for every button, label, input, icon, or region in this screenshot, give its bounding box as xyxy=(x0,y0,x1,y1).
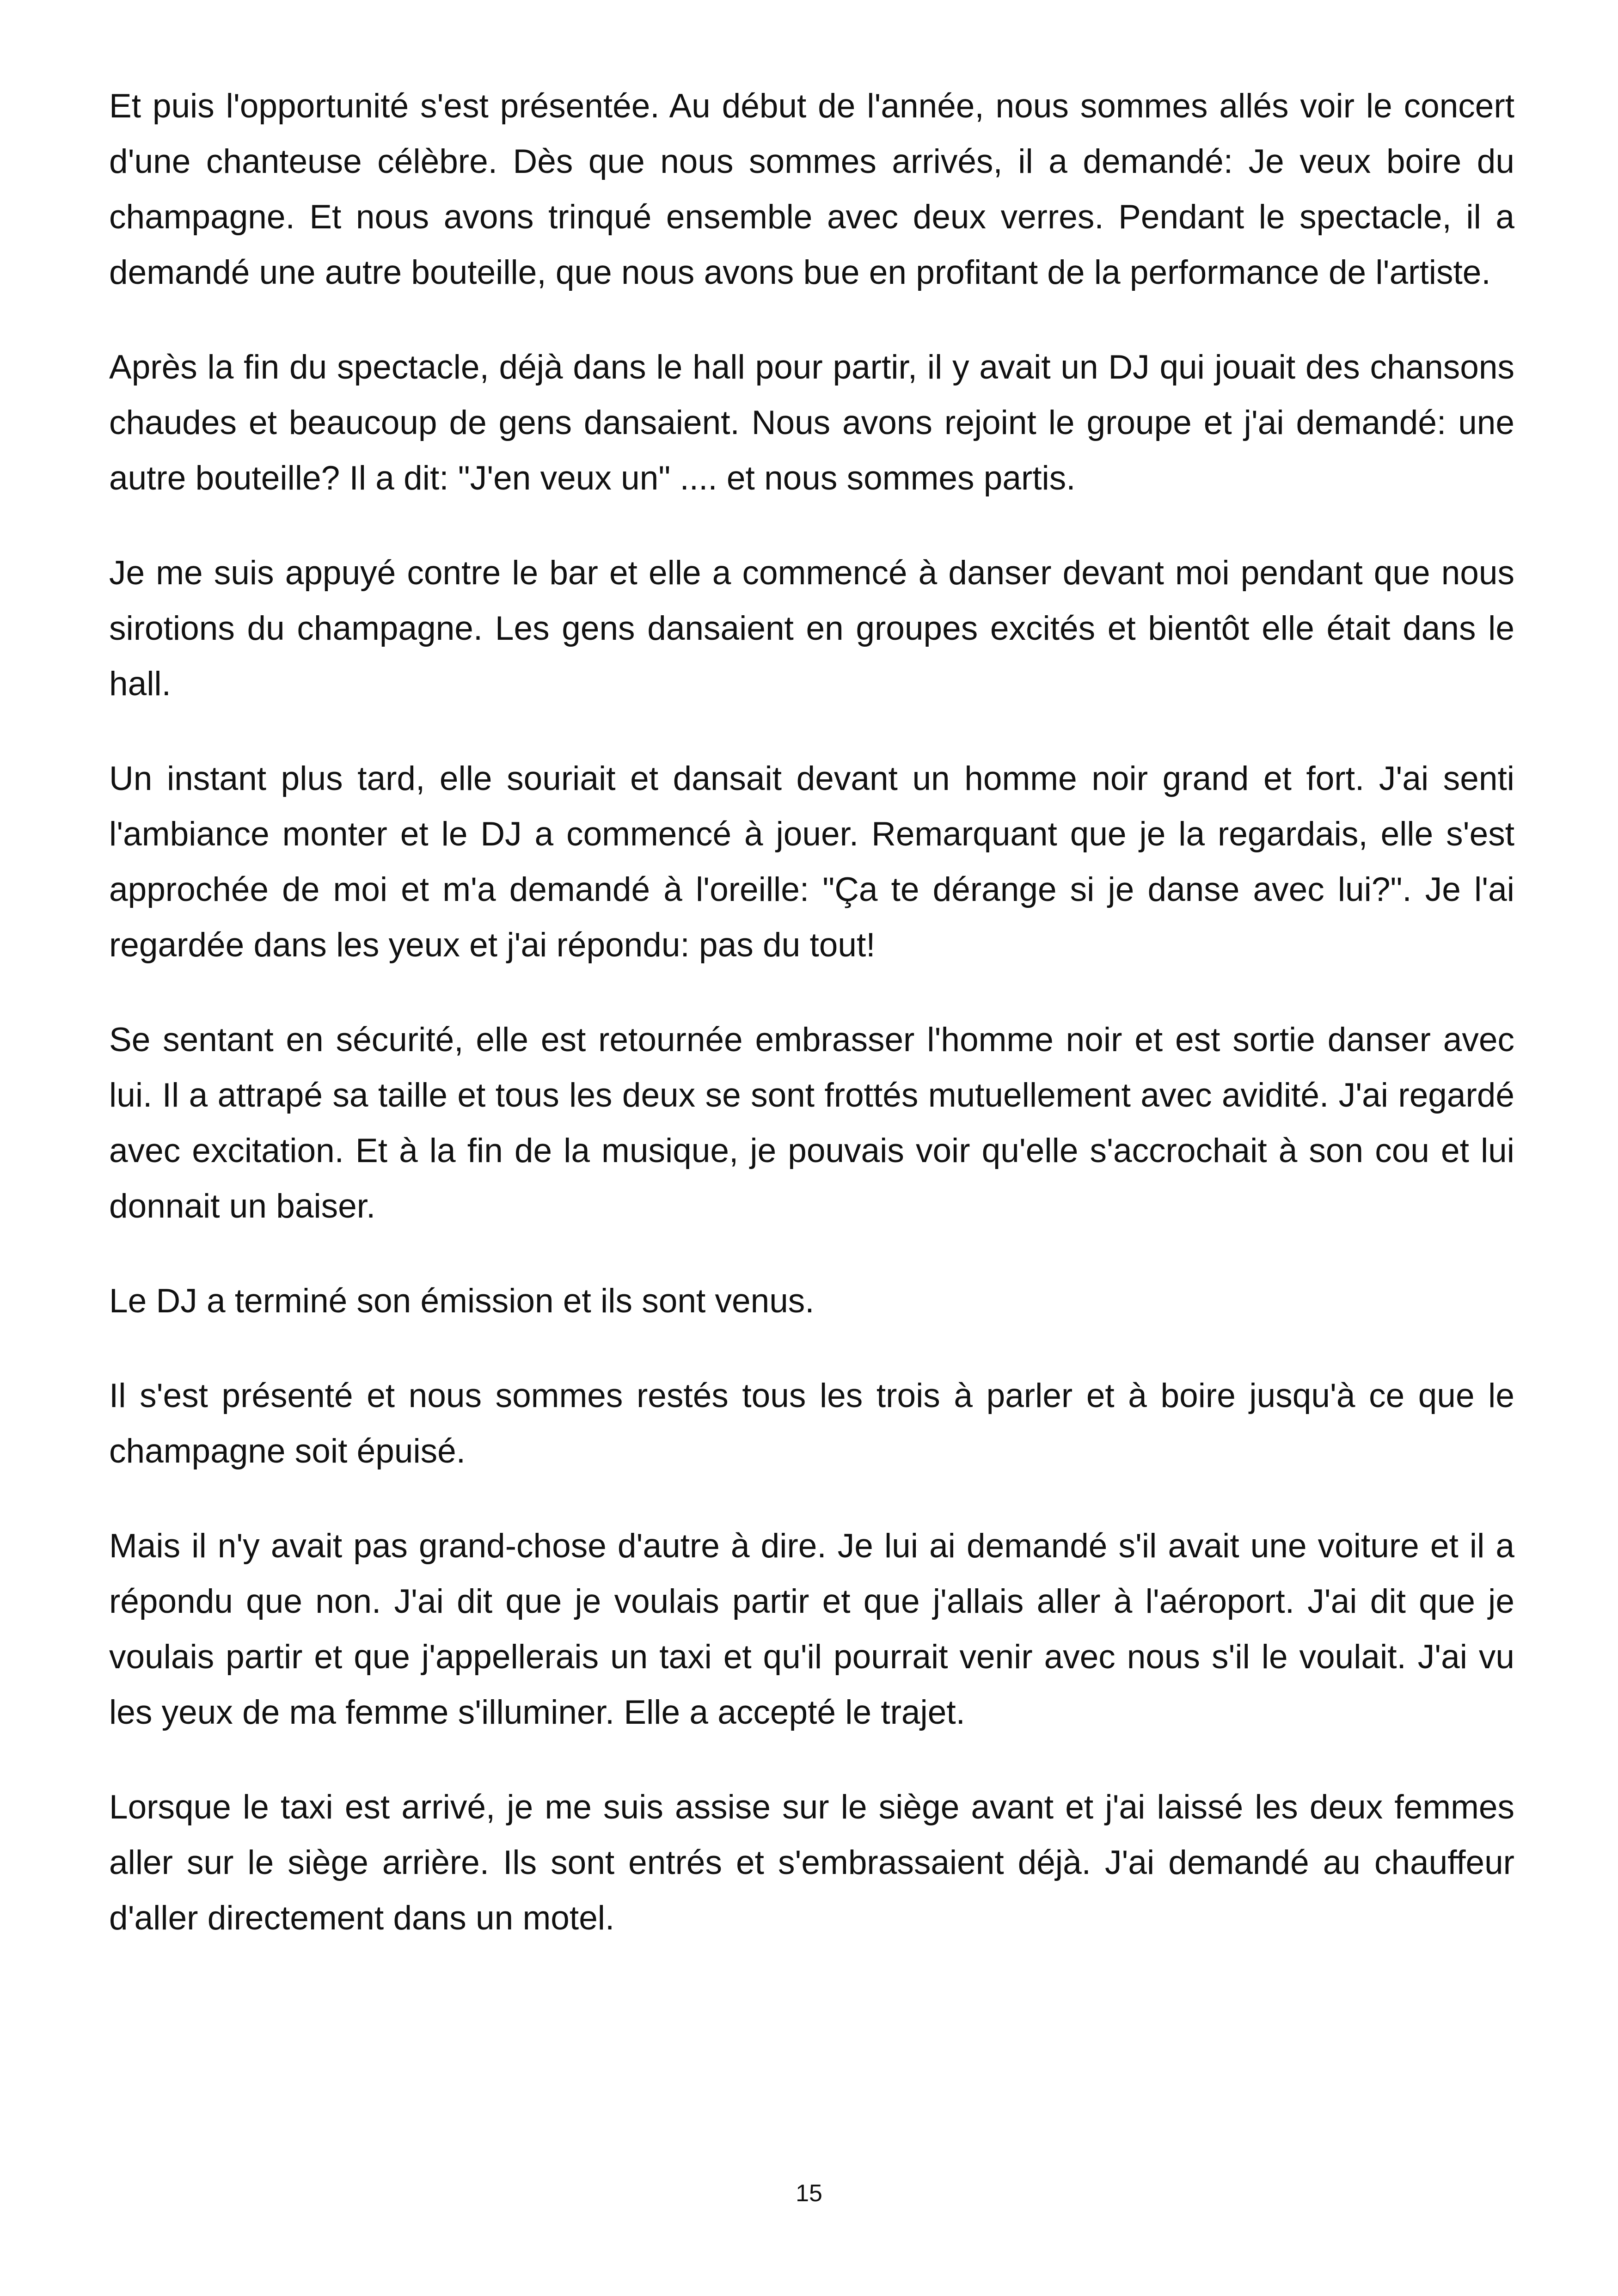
paragraph: Se sentant en sécurité, elle est retournée embrasser l'homme noir et est sortie danser avec lui. Il a attrapé sa taille et tous les deux se sont frottés mutuellement avec avidité. J'ai regardé avec excitation. Et à la fin de la musique, je pouvais voir qu'elle s'accrochait à son cou et lui donnait un baiser. xyxy=(109,1021,1514,1225)
paragraph: Il s'est présenté et nous sommes restés tous les trois à parler et à boire jusqu'à ce que le champagne soit épuisé. xyxy=(109,1377,1514,1470)
paragraph: Le DJ a terminé son émission et ils sont venus. xyxy=(109,1282,815,1320)
paragraph: Après la fin du spectacle, déjà dans le hall pour partir, il y avait un DJ qui jouait des chansons chaudes et beaucoup de gens dansaient. Nous avons rejoint le groupe et j'ai demandé: une autre bouteille? Il a dit: "J'en veux un" .... et nous sommes partis. xyxy=(109,349,1514,497)
paragraph: Un instant plus tard, elle souriait et dansait devant un homme noir grand et fort. J'ai senti l'ambiance monter et le DJ a commencé à jouer. Remarquant que je la regardais, elle s'est approchée de moi et m'a demandé à l'oreille: "Ça te dérange si je danse avec lui?". Je l'ai regardée dans les yeux et j'ai répondu: pas du tout! xyxy=(109,760,1514,964)
paragraph: Je me suis appuyé contre le bar et elle a commencé à danser devant moi pendant que nous sirotions du champagne. Les gens dansaient en groupes excités et bientôt elle était dans le hall. xyxy=(109,554,1514,703)
paragraph: Lorsque le taxi est arrivé, je me suis assise sur le siège avant et j'ai laissé les deux femmes aller sur le siège arrière. Ils sont entrés et s'embrassaient déjà. J'ai demandé au chauffeur d'aller directement dans un motel. xyxy=(109,1788,1514,1937)
paragraph: Mais il n'y avait pas grand-chose d'autre à dire. Je lui ai demandé s'il avait une voiture et il a répondu que non. J'ai dit que je voulais partir et que j'allais aller à l'aéroport. J'ai dit que je voulais partir et que j'appellerais un taxi et qu'il pourrait venir avec nous s'il le voulait. J'ai vu les yeux de ma femme s'illuminer. Elle a accepté le trajet. xyxy=(109,1527,1514,1731)
paragraph: Et puis l'opportunité s'est présentée. Au début de l'année, nous sommes allés voir le concert d'une chanteuse célèbre. Dès que nous sommes arrivés, il a demandé: Je veux boire du champagne. Et nous avons trinqué ensemble avec deux verres. Pendant le spectacle, il a demandé une autre bouteille, que nous avons bue en profitant de la performance de l'artiste. xyxy=(109,87,1514,291)
page-number: 15 xyxy=(796,2180,822,2207)
page-body xyxy=(109,79,1514,1946)
